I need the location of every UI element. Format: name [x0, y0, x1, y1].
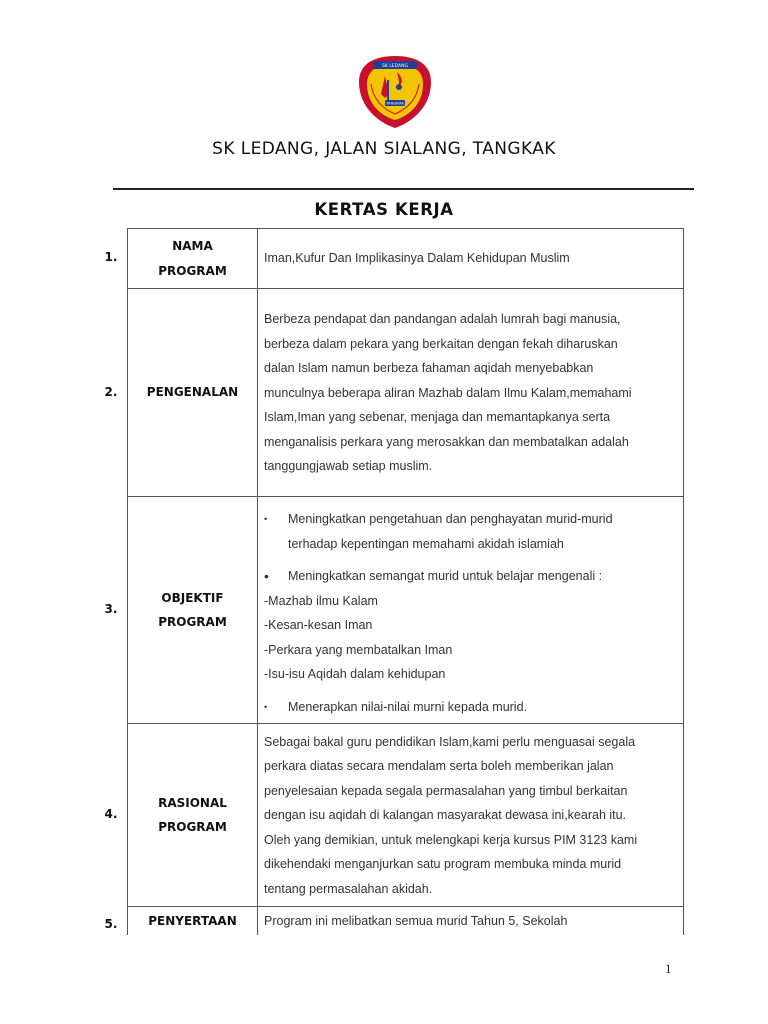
label-line: PROGRAM — [158, 820, 227, 834]
list-item — [264, 507, 677, 556]
row-content — [258, 229, 684, 289]
proposal-table — [127, 228, 684, 935]
text-line: dengan isu aqidah di kalangan masyarakat dewasa ini,kearah itu. — [264, 808, 627, 823]
page-number: 1 — [665, 961, 672, 976]
school-crest-icon — [355, 54, 435, 129]
sub-item: -Perkara yang membatalkan Iman — [264, 642, 453, 657]
bullet-icon: • — [264, 701, 268, 712]
text-line: dalan Islam namun berbeza fahaman aqidah menyebabkan — [264, 361, 594, 376]
text-line: Menerapkan nilai-nilai murni kepada murid. — [288, 699, 528, 714]
row-content — [258, 289, 684, 497]
table-row — [128, 229, 684, 289]
text-line: tentang permasalahan akidah. — [264, 881, 433, 896]
text-line: penyelesaian kepada segala permasalahan yang timbul berkaitan — [264, 783, 628, 798]
text-line: munculnya beberapa aliran Mazhab dalam Ilmu Kalam,memahami — [264, 385, 632, 400]
introduction-text — [264, 306, 677, 479]
document-title: KERTAS KERJA — [314, 200, 454, 219]
table-row — [128, 724, 684, 907]
text-line: Oleh yang demikian, untuk melengkapi kerja kursus PIM 3123 kami — [264, 832, 638, 847]
label-line: PROGRAM — [158, 615, 227, 629]
label-line: PROGRAM — [158, 263, 227, 278]
label-line: NAMA — [172, 239, 213, 253]
label-line: RASIONAL — [158, 795, 227, 810]
table-row — [128, 907, 684, 935]
list-item — [264, 564, 677, 589]
label-line: OBJEKTIF — [161, 590, 224, 605]
school-name: SK LEDANG, JALAN SIALANG, TANGKAK — [212, 139, 556, 159]
text-line: terhadap kepentingan memahami akidah islamiah — [288, 536, 564, 551]
sub-item: -Mazhab ilmu Kalam — [264, 593, 378, 608]
row-label — [128, 724, 258, 907]
row-content — [258, 497, 684, 724]
row-label — [128, 497, 258, 724]
text-line: Berbeza pendapat dan pandangan adalah lumrah bagi manusia, — [264, 312, 621, 327]
row-content — [258, 724, 684, 907]
text-line: Meningkatkan pengetahuan dan penghayatan murid-murid — [288, 512, 613, 526]
sub-item: -Kesan-kesan Iman — [264, 618, 373, 632]
bullet-icon: • — [264, 568, 269, 584]
label-line: PENYERTAAN — [148, 913, 237, 928]
label-line: PENGENALAN — [146, 385, 239, 400]
row-label — [128, 289, 258, 497]
text-line: Islam,Iman yang sebenar, menjaga dan memantapkanya serta — [264, 410, 611, 425]
row-number-3: 3. — [104, 602, 118, 616]
text-line: tanggungjawab setiap muslim. — [264, 459, 433, 474]
bullet-icon: • — [264, 514, 268, 524]
row-number-1: 1. — [104, 250, 118, 264]
sub-item: -Isu-isu Aqidah dalam kehidupan — [264, 667, 446, 681]
row-number-5: 5. — [104, 917, 118, 931]
row-content — [258, 907, 684, 935]
text-line: Sebagai bakal guru pendidikan Islam,kami perlu menguasai segala — [264, 734, 636, 749]
row-label — [128, 907, 258, 935]
list-item — [264, 695, 677, 720]
text-line: dikehendaki menganjurkan satu program membuka minda murid — [264, 857, 622, 872]
text-line: perkara diatas secara mendalam serta boleh memberikan jalan — [264, 759, 614, 774]
text-line: menganalisis perkara yang merosakkan dan membatalkan adalah — [264, 434, 629, 449]
participation-text: Program ini melibatkan semua murid Tahun 5, Sekolah — [264, 913, 568, 928]
rationale-text — [264, 729, 677, 902]
row-number-2: 2. — [104, 385, 118, 399]
text-line: berbeza dalam pekara yang berkaitan dengan fekah diharuskan — [264, 336, 618, 351]
row-label — [128, 229, 258, 289]
svg-text:TANGKAK: TANGKAK — [386, 100, 404, 106]
table-row — [128, 497, 684, 724]
row-number-4: 4. — [104, 807, 118, 821]
header-divider — [113, 188, 694, 190]
svg-text:SK LEDANG: SK LEDANG — [382, 64, 408, 69]
table-row — [128, 289, 684, 497]
text-line: Meningkatkan semangat murid untuk belajar mengenali : — [288, 569, 603, 583]
program-name: Iman,Kufur Dan Implikasinya Dalam Kehidupan Muslim — [264, 251, 570, 266]
